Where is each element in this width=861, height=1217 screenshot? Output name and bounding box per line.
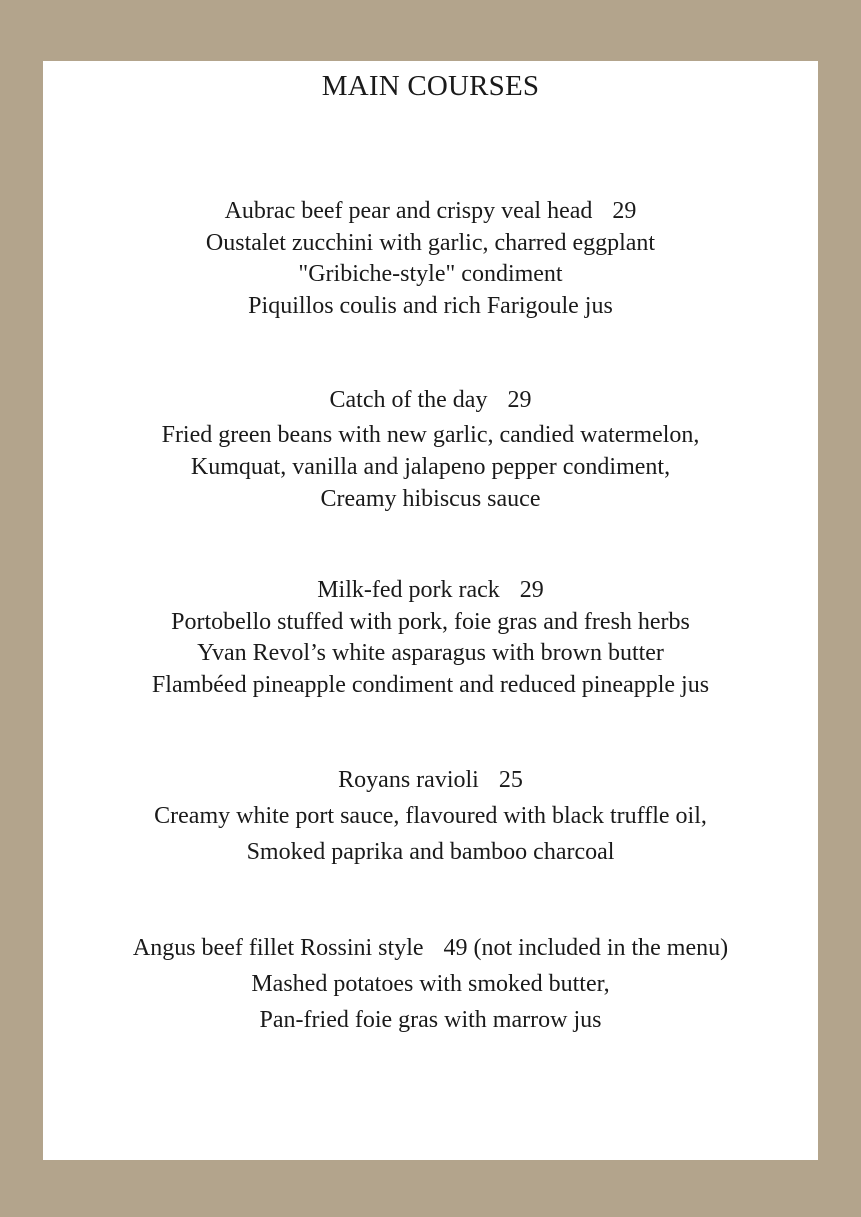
dish-description-line: Mashed potatoes with smoked butter, bbox=[251, 971, 610, 997]
dish-name: Catch of the day bbox=[329, 387, 488, 413]
menu-title: MAIN COURSES bbox=[321, 70, 540, 102]
dish-heading bbox=[43, 930, 818, 966]
dish-catch-of-the-day bbox=[43, 384, 818, 515]
dish-price: 29 bbox=[612, 198, 637, 224]
dish-description-line: Creamy hibiscus sauce bbox=[320, 486, 541, 512]
dish-description-line: Portobello stuffed with pork, foie gras and fresh herbs bbox=[171, 608, 690, 635]
dish-name: Royans ravioli bbox=[338, 767, 479, 793]
dish-description-line: Kumquat, vanilla and jalapeno pepper condiment, bbox=[190, 454, 671, 480]
dish-heading bbox=[43, 384, 818, 416]
dish-angus-beef-rossini bbox=[43, 930, 818, 1038]
dish-name: Angus beef fillet Rossini style bbox=[132, 935, 424, 961]
dish-royans-ravioli bbox=[43, 762, 818, 870]
dish-description-line: "Gribiche-style" condiment bbox=[298, 261, 563, 287]
dish-name: Aubrac beef pear and crispy veal head bbox=[224, 198, 593, 224]
dish-heading bbox=[43, 575, 818, 607]
dish-description-line: Creamy white port sauce, flavoured with black truffle oil, bbox=[154, 803, 707, 829]
dish-description-line: Fried green beans with new garlic, candied watermelon, bbox=[161, 422, 700, 448]
dish-price: 25 bbox=[498, 767, 523, 793]
dish-price: 49 (not included in the menu) bbox=[443, 935, 729, 961]
dish-price: 29 bbox=[507, 387, 532, 413]
dish-description-line: Oustalet zucchini with garlic, charred eggplant bbox=[205, 229, 656, 256]
dish-description-line: Flambéed pineapple condiment and reduced pineapple jus bbox=[151, 671, 710, 698]
dish-description-line: Smoked paprika and bamboo charcoal bbox=[246, 839, 615, 865]
dish-description-line: Pan-fried foie gras with marrow jus bbox=[259, 1007, 602, 1033]
menu-page bbox=[43, 61, 818, 1160]
dish-description-line: Piquillos coulis and rich Farigoule jus bbox=[248, 292, 613, 319]
dish-heading bbox=[43, 196, 818, 228]
dish-price: 29 bbox=[519, 577, 544, 603]
dish-milk-fed-pork-rack bbox=[43, 575, 818, 701]
dish-name: Milk-fed pork rack bbox=[317, 577, 500, 603]
dish-aubrac-beef bbox=[43, 196, 818, 322]
dish-heading bbox=[43, 762, 818, 798]
dish-description-line: Yvan Revol’s white asparagus with brown butter bbox=[197, 640, 664, 666]
